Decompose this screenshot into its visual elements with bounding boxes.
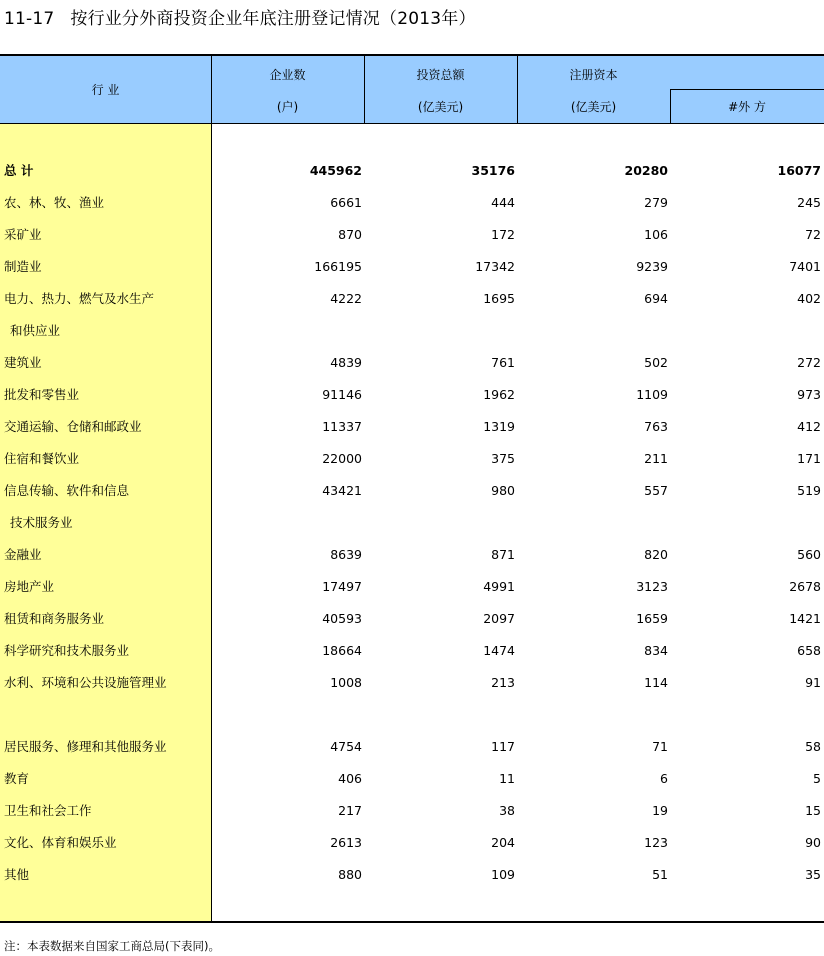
investment-cell: 109 <box>491 867 515 882</box>
investment-cell: 1962 <box>483 387 515 402</box>
enterprises-cell: 18664 <box>322 643 362 658</box>
enterprises-cell: 870 <box>338 227 362 242</box>
registered-cell: 20280 <box>624 163 668 178</box>
industry-name: 建筑业 <box>4 355 42 370</box>
enterprises-cell: 6661 <box>330 195 362 210</box>
foreign-cell: 58 <box>805 739 821 754</box>
table-row <box>0 155 824 187</box>
registered-cell: 763 <box>644 419 668 434</box>
enterprises-cell: 406 <box>338 771 362 786</box>
industry-name: 科学研究和技术服务业 <box>4 643 130 658</box>
foreign-cell: 519 <box>797 483 821 498</box>
registered-cell: 557 <box>644 483 668 498</box>
foreign-cell: 973 <box>797 387 821 402</box>
investment-cell: 11 <box>499 771 515 786</box>
header-enterprises: 企业数 <box>269 68 306 82</box>
bottom-rule <box>0 921 824 923</box>
table-row <box>0 699 824 731</box>
table-row <box>0 635 824 667</box>
investment-cell: 1319 <box>483 419 515 434</box>
investment-cell: 117 <box>491 739 515 754</box>
foreign-cell: 16077 <box>777 163 821 178</box>
registered-cell: 123 <box>644 835 668 850</box>
industry-name: 技术服务业 <box>10 515 73 530</box>
table-row <box>0 315 824 347</box>
investment-cell: 38 <box>499 803 515 818</box>
investment-cell: 1695 <box>483 291 515 306</box>
foreign-cell: 1421 <box>789 611 821 626</box>
foreign-cell: 412 <box>797 419 821 434</box>
enterprises-cell: 4222 <box>330 291 362 306</box>
registered-cell: 51 <box>652 867 668 882</box>
industry-name: 租赁和商务服务业 <box>4 611 105 626</box>
foreign-cell: 90 <box>805 835 821 850</box>
header-enterprises-unit: (户) <box>276 100 299 114</box>
industry-name: 和供应业 <box>10 323 61 338</box>
investment-cell: 204 <box>491 835 515 850</box>
industry-name: 房地产业 <box>4 579 55 594</box>
enterprises-cell: 217 <box>338 803 362 818</box>
foreign-cell: 7401 <box>789 259 821 274</box>
table-row <box>0 731 824 763</box>
header-industry: 行 业 <box>91 83 120 97</box>
registered-cell: 279 <box>644 195 668 210</box>
enterprises-cell: 880 <box>338 867 362 882</box>
header-registered: 注册资本 <box>569 68 618 82</box>
registered-cell: 1109 <box>636 387 668 402</box>
top-rule <box>0 54 824 56</box>
investment-cell: 1474 <box>483 643 515 658</box>
table-row <box>0 219 824 251</box>
enterprises-cell: 43421 <box>322 483 362 498</box>
industry-name: 教育 <box>4 771 30 786</box>
foreign-cell: 402 <box>797 291 821 306</box>
enterprises-cell: 11337 <box>322 419 362 434</box>
registered-cell: 211 <box>644 451 668 466</box>
foreign-cell: 560 <box>797 547 821 562</box>
industry-name: 金融业 <box>4 547 42 562</box>
industry-name: 卫生和社会工作 <box>4 803 92 818</box>
table-row <box>0 827 824 859</box>
registered-cell: 106 <box>644 227 668 242</box>
table-row <box>0 795 824 827</box>
registered-cell: 694 <box>644 291 668 306</box>
enterprises-cell: 4754 <box>330 739 362 754</box>
industry-name: 水利、环境和公共设施管理业 <box>4 675 167 690</box>
investment-cell: 871 <box>491 547 515 562</box>
registered-cell: 502 <box>644 355 668 370</box>
investment-cell: 980 <box>491 483 515 498</box>
industry-name: 批发和零售业 <box>4 387 80 402</box>
industry-name: 制造业 <box>4 259 42 274</box>
table-row <box>0 539 824 571</box>
enterprises-cell: 22000 <box>322 451 362 466</box>
industry-name: 农、林、牧、渔业 <box>4 195 105 210</box>
table-title-text: 按行业分外商投资企业年底注册登记情况（2013年） <box>70 9 476 29</box>
industry-name: 其他 <box>4 867 30 882</box>
registered-cell: 19 <box>652 803 668 818</box>
header-sub-rule <box>670 89 824 90</box>
registered-cell: 9239 <box>636 259 668 274</box>
header-investment-unit: (亿美元) <box>417 100 464 114</box>
investment-cell: 4991 <box>483 579 515 594</box>
investment-cell: 444 <box>491 195 515 210</box>
enterprises-cell: 166195 <box>314 259 362 274</box>
foreign-cell: 171 <box>797 451 821 466</box>
header-bottom-rule <box>0 123 824 124</box>
foreign-cell: 245 <box>797 195 821 210</box>
foreign-cell: 5 <box>813 771 821 786</box>
registered-cell: 834 <box>644 643 668 658</box>
foreign-cell: 35 <box>805 867 821 882</box>
registered-cell: 3123 <box>636 579 668 594</box>
table-row <box>0 763 824 795</box>
foreign-cell: 2678 <box>789 579 821 594</box>
table-note: 注：本表数据来自国家工商总局(下表同)。 <box>4 939 220 953</box>
table-row <box>0 411 824 443</box>
registered-cell: 6 <box>660 771 668 786</box>
table-row <box>0 443 824 475</box>
registered-cell: 71 <box>652 739 668 754</box>
header-foreign: #外 方 <box>728 100 766 114</box>
investment-cell: 35176 <box>471 163 515 178</box>
header-registered-unit: (亿美元) <box>570 100 617 114</box>
registered-cell: 114 <box>644 675 668 690</box>
foreign-cell: 15 <box>805 803 821 818</box>
industry-name: 交通运输、仓储和邮政业 <box>4 419 142 434</box>
investment-cell: 375 <box>491 451 515 466</box>
table-row <box>0 283 824 315</box>
industry-name: 住宿和餐饮业 <box>4 451 80 466</box>
foreign-cell: 658 <box>797 643 821 658</box>
industry-name: 文化、体育和娱乐业 <box>4 835 117 850</box>
enterprises-cell: 91146 <box>322 387 362 402</box>
enterprises-cell: 2613 <box>330 835 362 850</box>
registered-cell: 820 <box>644 547 668 562</box>
table-row <box>0 379 824 411</box>
table-row <box>0 475 824 507</box>
investment-cell: 17342 <box>475 259 515 274</box>
enterprises-cell: 17497 <box>322 579 362 594</box>
investment-cell: 2097 <box>483 611 515 626</box>
industry-name: 电力、热力、燃气及水生产 <box>4 291 155 306</box>
industry-name: 居民服务、修理和其他服务业 <box>4 739 167 754</box>
table-row <box>0 859 824 891</box>
header-investment: 投资总额 <box>416 68 465 82</box>
enterprises-cell: 1008 <box>330 675 362 690</box>
table-title <box>4 4 476 29</box>
registered-cell: 1659 <box>636 611 668 626</box>
enterprises-cell: 445962 <box>309 163 362 178</box>
foreign-cell: 91 <box>805 675 821 690</box>
table-row <box>0 187 824 219</box>
enterprises-cell: 8639 <box>330 547 362 562</box>
foreign-cell: 272 <box>797 355 821 370</box>
industry-name: 信息传输、软件和信息 <box>4 483 130 498</box>
investment-cell: 213 <box>491 675 515 690</box>
industry-name: 采矿业 <box>4 227 42 242</box>
enterprises-cell: 40593 <box>322 611 362 626</box>
table-row <box>0 251 824 283</box>
investment-cell: 761 <box>491 355 515 370</box>
foreign-cell: 72 <box>805 227 821 242</box>
table-row <box>0 571 824 603</box>
enterprises-cell: 4839 <box>330 355 362 370</box>
investment-cell: 172 <box>491 227 515 242</box>
table-row <box>0 603 824 635</box>
table-number: 11-17 <box>4 9 55 29</box>
table-row <box>0 507 824 539</box>
industry-name: 总 计 <box>4 163 34 178</box>
table-row <box>0 347 824 379</box>
table-row <box>0 667 824 699</box>
